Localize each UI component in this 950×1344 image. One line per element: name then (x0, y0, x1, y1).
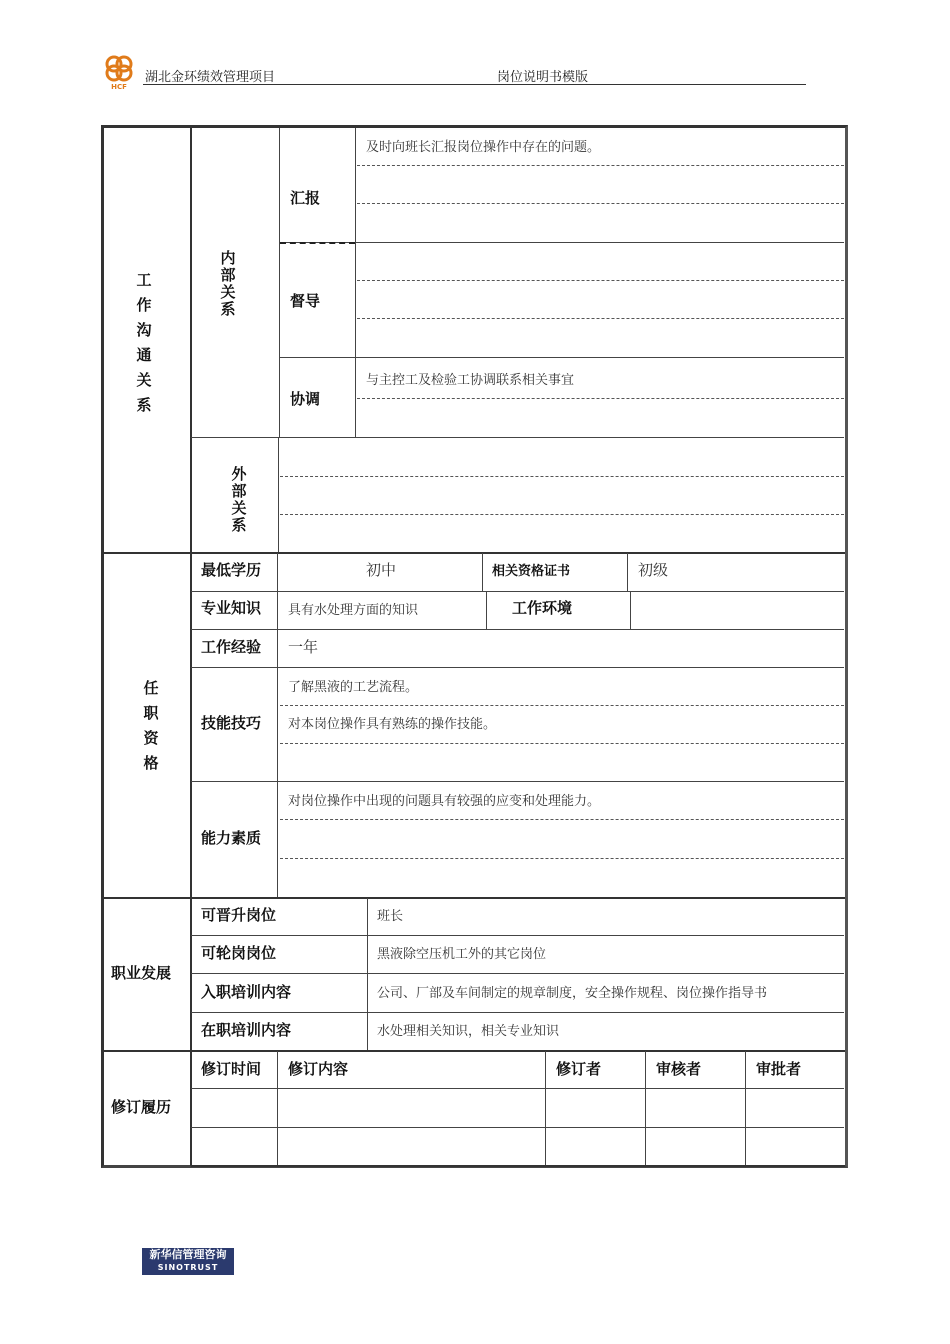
cert-label: 相关资格证书 (492, 564, 571, 579)
writing-line (280, 514, 844, 515)
section-revision-label: 修订履历 (111, 1098, 172, 1116)
row-divider (191, 1127, 844, 1128)
exp-value: 一年 (288, 638, 319, 656)
rotate-value: 黑液除空压机工外的其它岗位 (377, 947, 547, 962)
consultancy-logo-line2: SINOTRUST (157, 1263, 219, 1272)
col-divider-cert (627, 553, 628, 591)
rev-col-time: 修订时间 (201, 1060, 262, 1078)
edu-label: 最低学历 (201, 561, 262, 579)
row-divider (191, 591, 844, 592)
external-relations-label: 外部关系 (231, 465, 247, 534)
col-divider-2 (279, 128, 280, 438)
row-divider (191, 1088, 844, 1089)
rev-col-content: 修订内容 (288, 1060, 349, 1078)
writing-line (280, 858, 844, 859)
section-career-label: 职业发展 (111, 964, 172, 982)
writing-line (357, 203, 844, 204)
writing-line (280, 743, 844, 744)
writing-line (280, 705, 844, 706)
rev-col-reviewer: 审核者 (656, 1060, 702, 1078)
row-divider-report (280, 242, 844, 243)
col-divider-rev-1 (277, 1051, 278, 1166)
row-divider-supervise (280, 357, 844, 358)
col-divider-3 (355, 128, 356, 438)
internal-relations-label: 内部关系 (220, 249, 236, 318)
row-divider-internal (191, 437, 844, 438)
report-text: 及时向班长汇报岗位操作中存在的问题。 (366, 140, 601, 155)
induction-value: 公司、厂部及车间制定的规章制度，安全操作规程、岗位操作指导书 (377, 986, 768, 1001)
section-divider-3 (104, 1050, 845, 1052)
col-divider-knowledge (486, 591, 487, 629)
company-logo (100, 52, 140, 92)
writing-line (357, 318, 844, 319)
row-divider (191, 629, 844, 630)
coordinate-text: 与主控工及检验工协调联系相关事宜 (366, 373, 575, 388)
coordinate-label: 协调 (290, 390, 321, 408)
dotted-divider (280, 242, 355, 244)
rev-col-approver: 审批者 (756, 1060, 802, 1078)
induction-label: 入职培训内容 (201, 983, 292, 1001)
cert-value: 初级 (638, 561, 669, 579)
col-divider-env (630, 591, 631, 629)
row-divider (191, 935, 844, 936)
col-divider-rev-2 (545, 1051, 546, 1166)
header-project-title: 湖北金环绩效管理项目 (145, 70, 276, 85)
col-divider-qual (277, 553, 278, 897)
writing-line (357, 280, 844, 281)
rev-col-reviser: 修订者 (556, 1060, 602, 1078)
section-qualification-label: 任职资格 (143, 679, 159, 772)
consultancy-logo-line1: 新华信管理咨询 (149, 1248, 227, 1261)
logo-text: HCF (111, 83, 127, 91)
writing-line (280, 476, 844, 477)
skill-label: 技能技巧 (201, 714, 262, 732)
section-divider-1 (104, 552, 845, 554)
edu-value: 初中 (366, 561, 397, 579)
col-divider-edu (482, 553, 483, 591)
writing-line (280, 819, 844, 820)
ability-label: 能力素质 (201, 829, 262, 847)
section-divider-2 (104, 897, 845, 899)
col-divider-career (367, 898, 368, 1050)
onjob-label: 在职培训内容 (201, 1021, 292, 1039)
knowledge-label: 专业知识 (201, 599, 262, 617)
exp-label: 工作经验 (201, 638, 262, 656)
writing-line (357, 398, 844, 399)
promote-label: 可晋升岗位 (201, 906, 277, 924)
row-divider (191, 1012, 844, 1013)
row-divider (191, 973, 844, 974)
row-divider (191, 781, 844, 782)
col-divider-rev-3 (645, 1051, 646, 1166)
header-doc-title: 岗位说明书模版 (497, 70, 589, 85)
supervise-label: 督导 (290, 292, 321, 310)
skill-text-2: 对本岗位操作具有熟练的操作技能。 (288, 717, 497, 732)
col-divider-ext (278, 438, 279, 552)
rotate-label: 可轮岗岗位 (201, 944, 277, 962)
ability-text-1: 对岗位操作中出现的问题具有较强的应变和处理能力。 (288, 794, 601, 809)
knowledge-value: 具有水处理方面的知识 (288, 603, 419, 618)
onjob-value: 水处理相关知识，相关专业知识 (377, 1024, 560, 1039)
header-rule (143, 84, 806, 85)
writing-line (357, 165, 844, 166)
report-label: 汇报 (290, 189, 321, 207)
consultancy-logo (142, 1248, 234, 1275)
col-divider-rev-4 (745, 1051, 746, 1166)
promote-value: 班长 (377, 909, 404, 924)
col-divider-1 (190, 128, 192, 1166)
table-bottom-rule (191, 1165, 845, 1167)
row-divider (191, 667, 844, 668)
skill-text-1: 了解黑液的工艺流程。 (288, 680, 419, 695)
section-communication-label: 工作沟通关系 (136, 271, 152, 414)
env-label: 工作环境 (512, 599, 573, 617)
